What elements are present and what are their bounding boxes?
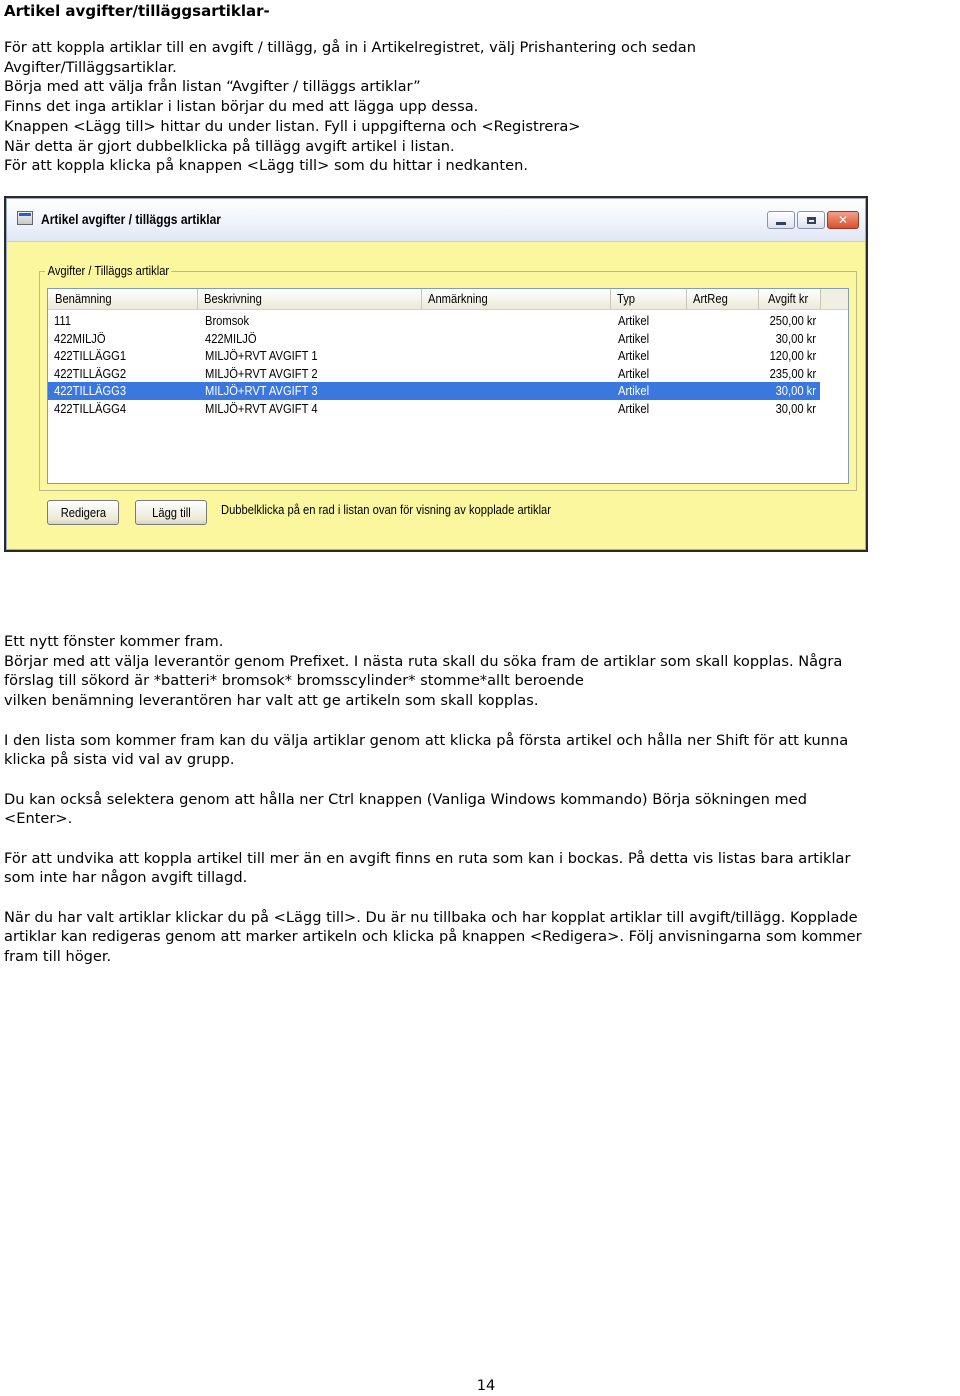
page-heading: Artikel avgifter/tilläggsartiklar- — [4, 2, 270, 20]
text-line: vilken benämning leverantören har valt att ge artikeln som skall kopplas. — [4, 692, 539, 710]
cell-avgift: 30,00 kr — [775, 383, 816, 398]
column-header-typ[interactable]: Typ — [611, 289, 687, 309]
column-header-benamning[interactable]: Benämning — [48, 289, 198, 309]
title-bar — [7, 199, 865, 242]
cell-benamning: 422TILLÄGG4 — [54, 400, 127, 416]
text-line: Avgifter/Tilläggsartiklar. — [4, 58, 177, 76]
cell-artreg — [694, 400, 756, 418]
cell-beskrivning: 422MILJÖ — [205, 330, 257, 346]
text-line: Knappen <Lägg till> hittar du under listan. Fyll i uppgifterna och <Registrera> — [4, 117, 581, 135]
cell-artreg — [694, 330, 756, 348]
add-button[interactable]: Lägg till — [135, 500, 207, 525]
text-line: Börja med att välja från listan “Avgifter / tilläggs artiklar” — [4, 78, 421, 96]
table-row[interactable] — [48, 312, 820, 330]
cell-avgift: 30,00 kr — [775, 400, 816, 416]
hint-text: Dubbelklicka på en rad i listan ovan för visning av kopplade artiklar — [221, 502, 551, 517]
table-row[interactable] — [48, 330, 820, 348]
body-text — [4, 632, 958, 967]
text-line: klicka på sista vid val av grupp. — [4, 751, 235, 769]
text-line: Ett nytt fönster kommer fram. — [4, 633, 224, 650]
cell-anmarkning — [429, 400, 609, 418]
text-line: fram till höger. — [4, 948, 112, 966]
window-title: Artikel avgifter / tilläggs artiklar — [41, 211, 221, 227]
minimize-icon — [776, 222, 786, 225]
cell-beskrivning: MILJÖ+RVT AVGIFT 4 — [205, 400, 318, 416]
fees-listview[interactable] — [47, 288, 849, 484]
cell-avgift: 250,00 kr — [769, 313, 816, 328]
maximize-icon — [807, 217, 816, 224]
cell-artreg — [694, 312, 756, 330]
cell-artreg — [694, 365, 756, 383]
text-line: När detta är gjort dubbelklicka på tillägg avgift artikel i listan. — [4, 137, 455, 155]
cell-typ: Artikel — [618, 330, 650, 346]
text-line: När du har valt artiklar klickar du på <Lägg till>. Du är nu tillbaka och har kopplat artiklar till avgift/tillägg. Kopplade — [4, 908, 858, 926]
close-icon: ✕ — [837, 213, 849, 227]
cell-beskrivning: Bromsok — [205, 313, 250, 328]
cell-typ: Artikel — [618, 348, 650, 363]
cell-benamning: 422TILLÄGG3 — [54, 383, 127, 398]
cell-anmarkning — [429, 365, 609, 383]
text-line: Finns det inga artiklar i listan börjar du med att lägga upp dessa. — [4, 98, 479, 116]
cell-typ: Artikel — [618, 400, 650, 416]
cell-avgift: 30,00 kr — [775, 330, 816, 346]
close-button[interactable] — [827, 211, 859, 229]
text-line: artiklar kan redigeras genom att marker artikeln och klicka på knappen <Redigera>. Följ anvisningarna som kommer — [4, 928, 862, 946]
column-header-beskrivning[interactable]: Beskrivning — [198, 289, 422, 309]
window-client — [6, 198, 866, 550]
page-number: 14 — [476, 1377, 496, 1394]
text-line: För att koppla artiklar till en avgift / tillägg, gå in i Artikelregistret, välj Prishantering och sedan — [4, 39, 696, 56]
edit-button[interactable]: Redigera — [47, 500, 119, 525]
table-row[interactable] — [48, 382, 820, 400]
column-header-avgift[interactable]: Avgift kr — [759, 289, 821, 309]
table-row[interactable] — [48, 347, 820, 365]
cell-anmarkning — [429, 347, 609, 365]
cell-typ: Artikel — [618, 365, 650, 381]
text-line: förslag till sökord är *batteri* bromsok* bromsscylinder* stomme*allt beroende — [4, 672, 584, 690]
column-header-artreg[interactable]: ArtReg — [687, 289, 759, 309]
cell-benamning: 422MILJÖ — [54, 330, 106, 346]
column-header-anmarkning[interactable]: Anmärkning — [422, 289, 611, 309]
text-line: För att undvika att koppla artikel till mer än en avgift finns en ruta som kan i bockas. På detta vis listas bara artiklar — [4, 849, 851, 867]
text-line: För att koppla klicka på knappen <Lägg till> som du hittar i nedkanten. — [4, 157, 528, 175]
cell-avgift: 120,00 kr — [769, 348, 816, 363]
cell-typ: Artikel — [618, 383, 650, 398]
cell-artreg — [694, 347, 756, 365]
list-header — [48, 289, 848, 310]
table-row[interactable] — [48, 365, 820, 383]
text-line: som inte har någon avgift tillagd. — [4, 869, 248, 887]
cell-beskrivning: MILJÖ+RVT AVGIFT 3 — [205, 383, 318, 398]
text-line: Börjar med att välja leverantör genom Prefixet. I nästa ruta skall du söka fram de artiklar som skall kopplas. Några — [4, 652, 843, 670]
text-line: I den lista som kommer fram kan du välja artiklar genom att klicka på första artikel och hålla ner Shift för att kunna — [4, 731, 849, 749]
cell-beskrivning: MILJÖ+RVT AVGIFT 1 — [205, 348, 318, 363]
text-line: Du kan också selektera genom att hålla ner Ctrl knappen (Vanliga Windows kommando) Börja sökningen med — [4, 790, 807, 808]
cell-benamning: 422TILLÄGG1 — [54, 348, 127, 363]
cell-artreg — [694, 382, 756, 400]
intro-text — [4, 38, 958, 176]
groupbox-label: Avgifter / Tilläggs artiklar — [45, 263, 172, 278]
maximize-button[interactable] — [797, 211, 825, 229]
window-screenshot — [4, 196, 868, 552]
cell-typ: Artikel — [618, 313, 650, 328]
cell-beskrivning: MILJÖ+RVT AVGIFT 2 — [205, 365, 318, 381]
cell-benamning: 111 — [54, 313, 71, 328]
window-app-icon — [17, 211, 33, 225]
cell-anmarkning — [429, 382, 609, 400]
table-row[interactable] — [48, 400, 820, 418]
cell-anmarkning — [429, 312, 609, 330]
text-line: <Enter>. — [4, 810, 73, 828]
cell-avgift: 235,00 kr — [769, 365, 816, 381]
cell-anmarkning — [429, 330, 609, 348]
cell-benamning: 422TILLÄGG2 — [54, 365, 127, 381]
minimize-button[interactable] — [767, 211, 795, 229]
